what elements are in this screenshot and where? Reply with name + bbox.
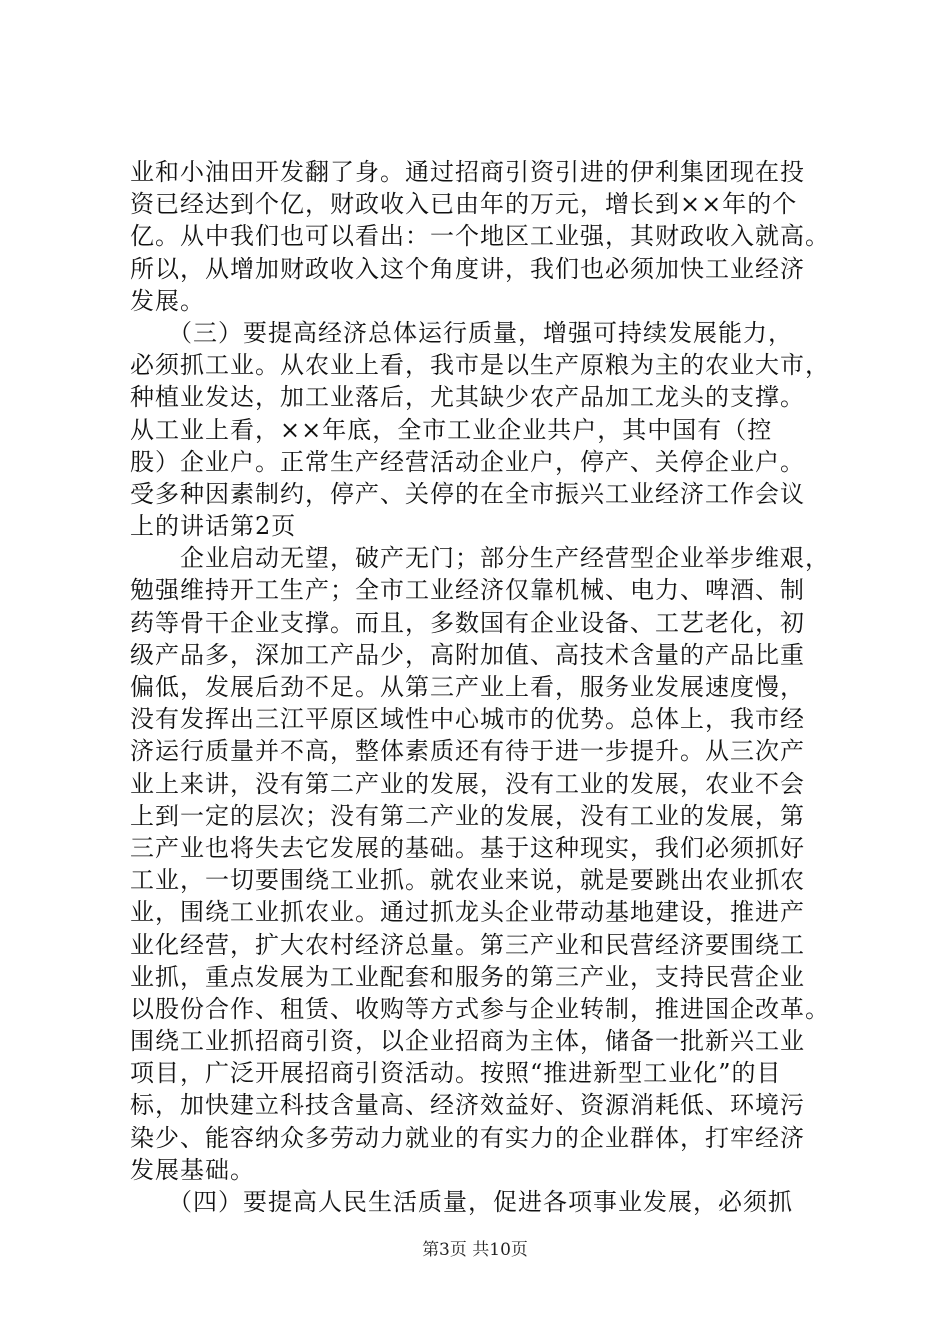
- text-line: 勉强维持开工生产；全市工业经济仅靠机械、电力、啤酒、制: [130, 576, 805, 605]
- page-footer: 第3页 共10页: [422, 1240, 528, 1260]
- text-line: 标，加快建立科技含量高、经济效益好、资源消耗低、环境污: [130, 1091, 805, 1120]
- text-line: 企业启动无望，破产无门；部分生产经营型企业举步维艰，: [130, 544, 830, 573]
- text-line: 业上来讲，没有第二产业的发展，没有工业的发展，农业不会: [130, 769, 805, 798]
- text-line: 必须抓工业。从农业上看，我市是以生产原粮为主的农业大市，: [130, 351, 830, 380]
- text-line: 药等骨干企业支撑。而且，多数国有企业设备、工艺老化，初: [130, 608, 805, 637]
- text-line: 偏低，发展后劲不足。从第三产业上看，服务业发展速度慢，: [130, 673, 805, 701]
- text-line: 上到一定的层次；没有第二产业的发展，没有工业的发展，第: [130, 801, 805, 830]
- text-line: 亿。从中我们也可以看出：一个地区工业强，其财政收入就高。: [130, 222, 830, 251]
- text-line: 三产业也将失去它发展的基础。基于这种现实，我们必须抓好: [130, 833, 805, 862]
- text-line: 受多种因素制约，停产、关停的在全市振兴工业经济工作会议: [130, 479, 805, 508]
- text-line: 发展基础。: [130, 1155, 255, 1184]
- text-line: 业和小油田开发翻了身。通过招商引资引进的伊利集团现在投: [130, 158, 805, 186]
- text-line: 济运行质量并不高，整体素质还有待于进一步提升。从三次产: [130, 737, 805, 766]
- text-line: 没有发挥出三江平原区域性中心城市的优势。总体上，我市经: [130, 705, 805, 734]
- text-line: 项目，广泛开展招商引资活动。按照“推进新型工业化”的目: [130, 1059, 782, 1088]
- text-line: 种植业发达，加工业落后，尤其缺少农产品加工龙头的支撑。: [130, 383, 805, 412]
- text-line: 工业，一切要围绕工业抓。就农业来说，就是要跳出农业抓农: [130, 866, 805, 895]
- text-line: 级产品多，深加工产品少，高附加值、高技术含量的产品比重: [130, 640, 805, 669]
- body-text: [130, 156, 830, 1218]
- text-line: 业化经营，扩大农村经济总量。第三产业和民营经济要围绕工: [130, 930, 805, 959]
- text-line: 业，围绕工业抓农业。通过抓龙头企业带动基地建设，推进产: [130, 898, 805, 927]
- text-line: 上的讲话第2页: [130, 512, 297, 541]
- text-line: 股）企业户。正常生产经营活动企业户，停产、关停企业户。: [130, 447, 805, 476]
- text-line: 所以，从增加财政收入这个角度讲，我们也必须加快工业经济: [130, 254, 805, 283]
- text-line: 发展。: [130, 286, 205, 315]
- text-line: 以股份合作、租赁、收购等方式参与企业转制，推进国企改革。: [130, 994, 830, 1023]
- text-line: 染少、能容纳众多劳动力就业的有实力的企业群体，打牢经济: [130, 1123, 805, 1152]
- text-line: 围绕工业抓招商引资，以企业招商为主体，储备一批新兴工业: [130, 1027, 805, 1056]
- text-line: 从工业上看，××年底，全市工业企业共户，其中国有（控: [130, 415, 773, 444]
- text-line: （三）要提高经济总体运行质量，增强可持续发展能力，: [130, 318, 793, 347]
- text-line: （四）要提高人民生活质量，促进各项事业发展，必须抓: [130, 1188, 793, 1216]
- text-line: 业抓，重点发展为工业配套和服务的第三产业，支持民营企业: [130, 962, 805, 991]
- text-line: 资已经达到个亿，财政收入已由年的万元，增长到××年的个: [130, 190, 798, 219]
